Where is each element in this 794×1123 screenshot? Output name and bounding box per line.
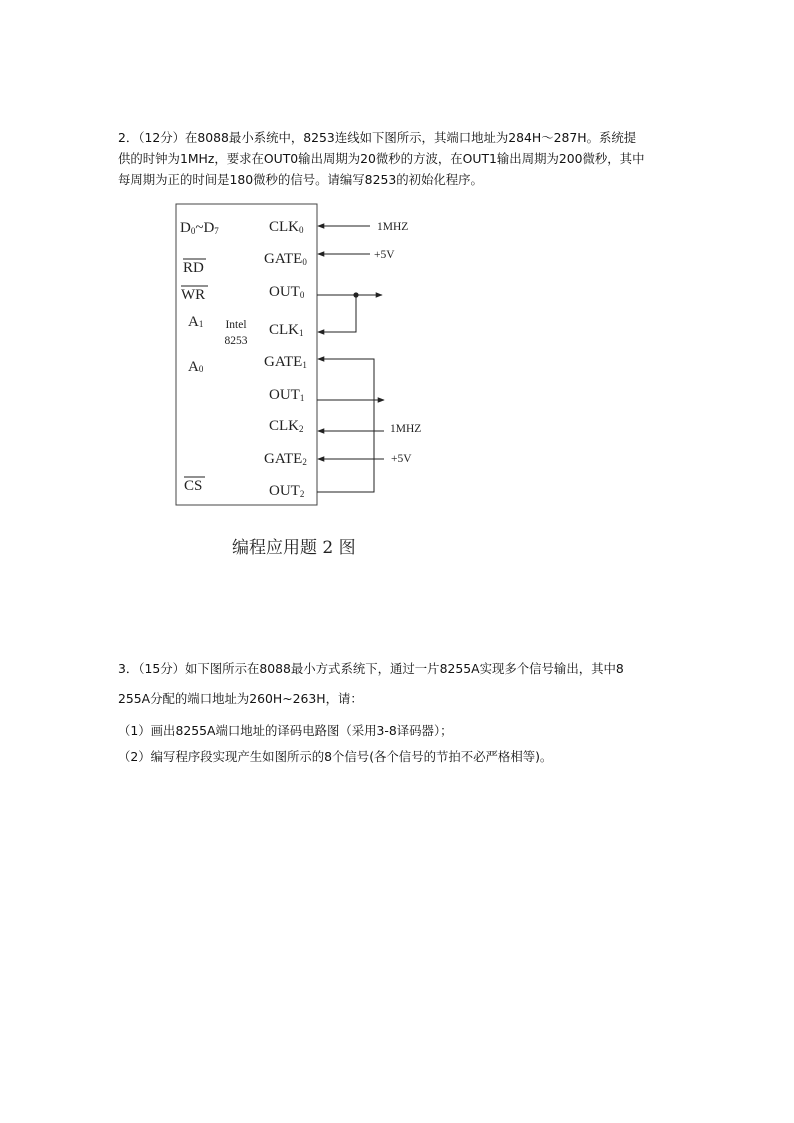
pin-a0: A0 — [188, 359, 204, 375]
chip-model: 8253 — [224, 335, 248, 347]
pin-clk2: CLK2 — [269, 418, 304, 434]
gate0-signal-label: +5V — [374, 249, 395, 261]
question-3-line-1: 3．（15分）如下图所示在8088最小方式系统下，通过一片8255A实现多个信号输出，其中8 — [118, 661, 624, 676]
question-2-line-2: 供的时钟为1MHz，要求在OUT0输出周期为20微秒的方波，在OUT1输出周期为200微秒，其中 — [118, 151, 645, 166]
pin-rd: RD — [183, 260, 204, 276]
pin-clk0: CLK0 — [269, 219, 304, 235]
question-2-line-1: 2．（12分）在8088最小系统中，8253连线如下图所示，其端口地址为284H～287H。系统提 — [118, 130, 637, 145]
pin-d0-d7: D0~D7 — [180, 220, 219, 236]
clk0-signal-label: 1MHZ — [377, 221, 409, 233]
question-3-subquestion-2: （2）编写程序段实现产生如图所示的8个信号(各个信号的节拍不必严格相等)。 — [118, 749, 553, 764]
question-3-subquestion-1: （1）画出8255A端口地址的译码电路图（采用3-8译码器）； — [118, 723, 453, 738]
question-2-line-3: 每周期为正的时间是180微秒的信号。请编写8253的初始化程序。 — [118, 172, 483, 187]
figure-caption: 编程应用题 2 图 — [232, 538, 356, 558]
chip-name: Intel — [225, 319, 247, 331]
pin-clk1: CLK1 — [269, 322, 304, 338]
out0-to-clk1-wire — [318, 295, 356, 332]
pin-cs: CS — [184, 478, 203, 494]
question-3 — [118, 654, 678, 770]
pin-out1: OUT1 — [269, 387, 305, 403]
pin-gate2: GATE2 — [264, 451, 307, 467]
pin-out2: OUT2 — [269, 483, 305, 499]
question-3-line-2: 255A分配的端口地址为260H~263H，请： — [118, 691, 363, 706]
clk2-signal-label: 1MHZ — [390, 423, 422, 435]
pin-gate0: GATE0 — [264, 251, 307, 267]
out2-to-gate1-wire — [317, 359, 374, 492]
pin-gate1: GATE1 — [264, 354, 307, 370]
gate2-signal-label: +5V — [391, 453, 412, 465]
pin-wr: WR — [181, 287, 206, 303]
pin-out0: OUT0 — [269, 284, 305, 300]
pin-a1: A1 — [188, 314, 204, 330]
